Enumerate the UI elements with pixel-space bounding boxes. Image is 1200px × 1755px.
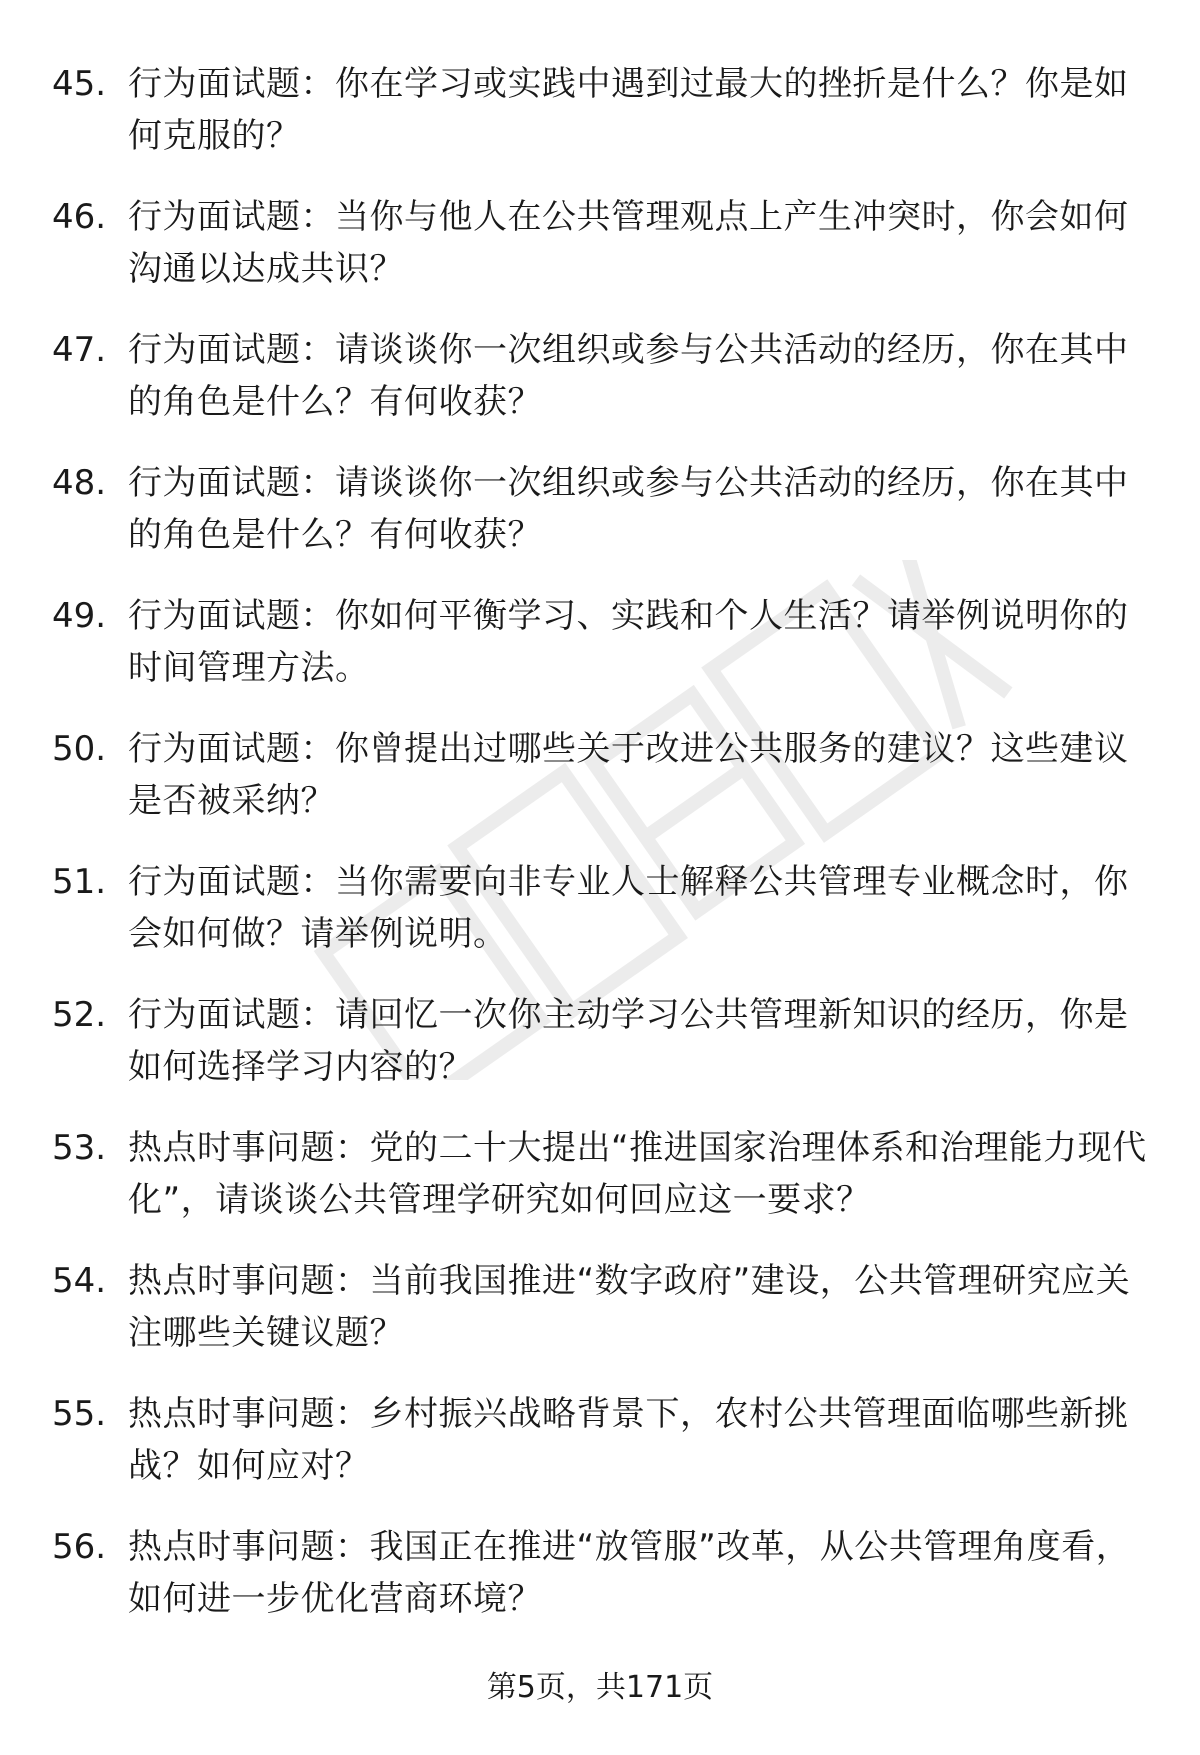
question-number: 55.: [52, 1394, 107, 1434]
list-item: [52, 856, 1152, 989]
list-item: [52, 1255, 1152, 1388]
question-text: 行为面试题：请谈谈你一次组织或参与公共活动的经历，你在其中的角色是什么？有何收获？: [128, 330, 1129, 422]
question-number: 45.: [52, 64, 107, 104]
question-text: 热点时事问题：当前我国推进“数字政府”建设，公共管理研究应关注哪些关键议题？: [128, 1261, 1131, 1353]
question-number: 56.: [52, 1527, 107, 1567]
question-text: 行为面试题：当你需要向非专业人士解释公共管理专业概念时，你会如何做？请举例说明。: [128, 862, 1129, 954]
page-footer: 第5页，共171页: [486, 1670, 714, 1705]
question-text: 热点时事问题：我国正在推进“放管服”改革，从公共管理角度看，如何进一步优化营商环境？: [128, 1527, 1131, 1619]
question-number: 46.: [52, 197, 107, 237]
question-number: 52.: [52, 995, 107, 1035]
question-number: 47.: [52, 330, 107, 370]
question-text: 行为面试题：你曾提出过哪些关于改进公共服务的建议？这些建议是否被采纳？: [128, 729, 1129, 821]
list-item: [52, 191, 1152, 324]
question-text: 热点时事问题：党的二十大提出“推进国家治理体系和治理能力现代化”，请谈谈公共管理学研究如何回应这一要求？: [128, 1128, 1147, 1220]
list-item: [52, 989, 1152, 1122]
list-item: [52, 58, 1152, 191]
list-item: [52, 1122, 1152, 1255]
list-item: [52, 324, 1152, 457]
list-item: [52, 723, 1152, 856]
question-number: 54.: [52, 1261, 107, 1301]
question-text: 行为面试题：请谈谈你一次组织或参与公共活动的经历，你在其中的角色是什么？有何收获？: [128, 463, 1129, 555]
question-text: 行为面试题：当你与他人在公共管理观点上产生冲突时，你会如何沟通以达成共识？: [128, 197, 1129, 289]
question-text: 行为面试题：请回忆一次你主动学习公共管理新知识的经历，你是如何选择学习内容的？: [128, 995, 1129, 1087]
list-item: [52, 1388, 1152, 1521]
question-number: 48.: [52, 463, 107, 503]
question-text: 行为面试题：你如何平衡学习、实践和个人生活？请举例说明你的时间管理方法。: [128, 596, 1129, 688]
question-list: [52, 58, 1152, 1654]
question-number: 50.: [52, 729, 107, 769]
list-item: [52, 590, 1152, 723]
question-number: 53.: [52, 1128, 107, 1168]
question-number: 49.: [52, 596, 107, 636]
question-number: 51.: [52, 862, 107, 902]
list-item: [52, 1521, 1152, 1654]
question-text: 行为面试题：你在学习或实践中遇到过最大的挫折是什么？你是如何克服的？: [128, 64, 1129, 156]
question-text: 热点时事问题：乡村振兴战略背景下，农村公共管理面临哪些新挑战？如何应对？: [128, 1394, 1129, 1486]
list-item: [52, 457, 1152, 590]
